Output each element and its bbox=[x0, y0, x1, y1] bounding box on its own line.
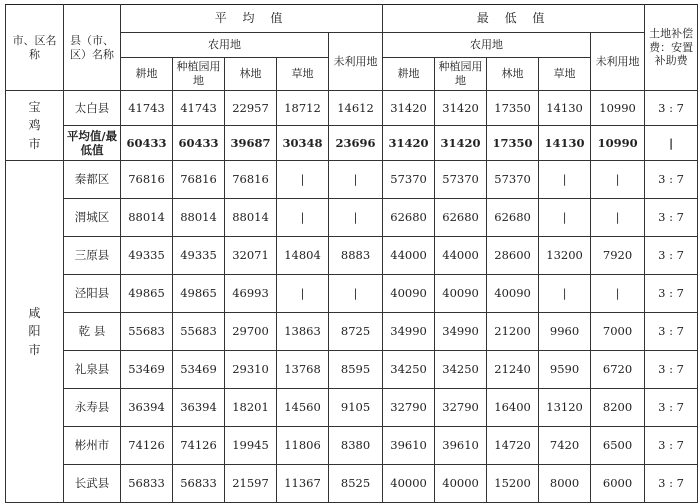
avg-value-cell: 8595 bbox=[329, 351, 383, 389]
compensation-table bbox=[5, 4, 698, 503]
min-value-cell: 57370 bbox=[435, 161, 487, 199]
min-value-cell: 62680 bbox=[435, 199, 487, 237]
header-avg-agri: 农用地 bbox=[121, 33, 329, 58]
avg-value-cell: 46993 bbox=[225, 275, 277, 313]
avg-value-cell: 49335 bbox=[173, 237, 225, 275]
avg-value-cell: | bbox=[329, 199, 383, 237]
avg-value-cell: 74126 bbox=[121, 427, 173, 465]
min-value-cell: 40090 bbox=[487, 275, 539, 313]
min-value-cell: 8200 bbox=[591, 389, 645, 427]
avg-value-cell: 8883 bbox=[329, 237, 383, 275]
min-value-cell: 40000 bbox=[383, 465, 435, 503]
min-value-cell: 31420 bbox=[435, 126, 487, 161]
ratio-cell: 3 : 7 bbox=[645, 161, 698, 199]
min-value-cell: 17350 bbox=[487, 126, 539, 161]
avg-value-cell: 29310 bbox=[225, 351, 277, 389]
avg-value-cell: | bbox=[329, 275, 383, 313]
county-name: 三原县 bbox=[64, 237, 121, 275]
avg-value-cell: 88014 bbox=[121, 199, 173, 237]
avg-value-cell: 60433 bbox=[121, 126, 173, 161]
header-min-lindi: 林地 bbox=[487, 58, 539, 91]
county-name: 乾 县 bbox=[64, 313, 121, 351]
table-row bbox=[6, 126, 698, 161]
avg-value-cell: 36394 bbox=[173, 389, 225, 427]
min-value-cell: 6500 bbox=[591, 427, 645, 465]
avg-value-cell: 22957 bbox=[225, 91, 277, 126]
avg-value-cell: | bbox=[277, 161, 329, 199]
avg-value-cell: 74126 bbox=[173, 427, 225, 465]
avg-value-cell: 14804 bbox=[277, 237, 329, 275]
min-value-cell: 7000 bbox=[591, 313, 645, 351]
avg-value-cell: 76816 bbox=[173, 161, 225, 199]
avg-value-cell: 21597 bbox=[225, 465, 277, 503]
avg-value-cell: 41743 bbox=[173, 91, 225, 126]
min-value-cell: 7420 bbox=[539, 427, 591, 465]
ratio-cell: 3 : 7 bbox=[645, 351, 698, 389]
avg-value-cell: 49865 bbox=[173, 275, 225, 313]
min-value-cell: 15200 bbox=[487, 465, 539, 503]
header-min-agri: 农用地 bbox=[383, 33, 591, 58]
avg-value-cell: 56833 bbox=[173, 465, 225, 503]
min-value-cell: 8000 bbox=[539, 465, 591, 503]
header-ratio: 土地补偿费：安置补助费 bbox=[645, 5, 698, 91]
avg-value-cell: 41743 bbox=[121, 91, 173, 126]
avg-value-cell: | bbox=[277, 275, 329, 313]
header-city: 市、区名称 bbox=[6, 5, 64, 91]
city-cell bbox=[6, 161, 64, 503]
avg-value-cell: 14560 bbox=[277, 389, 329, 427]
min-value-cell: 10990 bbox=[591, 126, 645, 161]
min-value-cell: 9960 bbox=[539, 313, 591, 351]
min-value-cell: 32790 bbox=[435, 389, 487, 427]
ratio-cell: 3 : 7 bbox=[645, 427, 698, 465]
min-value-cell: 21240 bbox=[487, 351, 539, 389]
min-value-cell: 31420 bbox=[383, 126, 435, 161]
min-value-cell: 40090 bbox=[435, 275, 487, 313]
min-value-cell: 17350 bbox=[487, 91, 539, 126]
min-value-cell: 62680 bbox=[383, 199, 435, 237]
min-value-cell: 32790 bbox=[383, 389, 435, 427]
ratio-cell: 3 : 7 bbox=[645, 313, 698, 351]
avg-value-cell: 23696 bbox=[329, 126, 383, 161]
min-value-cell: 34250 bbox=[383, 351, 435, 389]
avg-value-cell: 8380 bbox=[329, 427, 383, 465]
county-name: 礼泉县 bbox=[64, 351, 121, 389]
table-row bbox=[6, 91, 698, 126]
ratio-cell: 3 : 7 bbox=[645, 389, 698, 427]
avg-value-cell: 76816 bbox=[121, 161, 173, 199]
table-body bbox=[6, 91, 698, 503]
avg-value-cell: 49335 bbox=[121, 237, 173, 275]
min-value-cell: 16400 bbox=[487, 389, 539, 427]
header-avg-unused: 未利用地 bbox=[329, 33, 383, 91]
avg-value-cell: 18712 bbox=[277, 91, 329, 126]
min-value-cell: 13200 bbox=[539, 237, 591, 275]
table-row bbox=[6, 199, 698, 237]
min-value-cell: 57370 bbox=[383, 161, 435, 199]
avg-value-cell: 29700 bbox=[225, 313, 277, 351]
avg-value-cell: 8725 bbox=[329, 313, 383, 351]
county-name: 永寿县 bbox=[64, 389, 121, 427]
avg-value-cell: 88014 bbox=[173, 199, 225, 237]
avg-value-cell: 56833 bbox=[121, 465, 173, 503]
table-row bbox=[6, 389, 698, 427]
avg-value-cell: 55683 bbox=[173, 313, 225, 351]
min-value-cell: 14130 bbox=[539, 126, 591, 161]
county-name: 彬州市 bbox=[64, 427, 121, 465]
table-row bbox=[6, 313, 698, 351]
ratio-cell: 3 : 7 bbox=[645, 237, 698, 275]
min-value-cell: | bbox=[539, 161, 591, 199]
min-value-cell: 39610 bbox=[435, 427, 487, 465]
min-value-cell: | bbox=[539, 275, 591, 313]
avg-value-cell: 32071 bbox=[225, 237, 277, 275]
avg-value-cell: | bbox=[329, 161, 383, 199]
ratio-cell: 3 : 7 bbox=[645, 275, 698, 313]
header-avg-zhongzhi: 种植园用地 bbox=[173, 58, 225, 91]
avg-value-cell: 53469 bbox=[173, 351, 225, 389]
min-value-cell: | bbox=[539, 199, 591, 237]
avg-value-cell: 11367 bbox=[277, 465, 329, 503]
avg-value-cell: 9105 bbox=[329, 389, 383, 427]
min-value-cell: 9590 bbox=[539, 351, 591, 389]
min-value-cell: 13120 bbox=[539, 389, 591, 427]
header-avg: 平 均 值 bbox=[121, 5, 383, 33]
city-name: 咸阳市 bbox=[28, 305, 41, 357]
header-min-gengdi: 耕地 bbox=[383, 58, 435, 91]
min-value-cell: 34250 bbox=[435, 351, 487, 389]
avg-value-cell: 36394 bbox=[121, 389, 173, 427]
avg-value-cell: 8525 bbox=[329, 465, 383, 503]
min-value-cell: 7920 bbox=[591, 237, 645, 275]
min-value-cell: 62680 bbox=[487, 199, 539, 237]
min-value-cell: | bbox=[591, 275, 645, 313]
header-min-zhongzhi: 种植园用地 bbox=[435, 58, 487, 91]
min-value-cell: 6720 bbox=[591, 351, 645, 389]
avg-value-cell: 60433 bbox=[173, 126, 225, 161]
city-cell bbox=[6, 91, 64, 161]
table-row bbox=[6, 465, 698, 503]
table-row bbox=[6, 351, 698, 389]
county-name: 渭城区 bbox=[64, 199, 121, 237]
ratio-cell: 3 : 7 bbox=[645, 91, 698, 126]
min-value-cell: 31420 bbox=[435, 91, 487, 126]
ratio-cell: 3 : 7 bbox=[645, 465, 698, 503]
min-value-cell: 28600 bbox=[487, 237, 539, 275]
table-row bbox=[6, 275, 698, 313]
avg-value-cell: 11806 bbox=[277, 427, 329, 465]
avg-value-cell: 39687 bbox=[225, 126, 277, 161]
min-value-cell: 21200 bbox=[487, 313, 539, 351]
header-min-caodi: 草地 bbox=[539, 58, 591, 91]
county-name: 泾阳县 bbox=[64, 275, 121, 313]
min-value-cell: 31420 bbox=[383, 91, 435, 126]
table-row bbox=[6, 161, 698, 199]
avg-value-cell: 30348 bbox=[277, 126, 329, 161]
avg-value-cell: 19945 bbox=[225, 427, 277, 465]
min-value-cell: 44000 bbox=[383, 237, 435, 275]
min-value-cell: 14130 bbox=[539, 91, 591, 126]
min-value-cell: 34990 bbox=[435, 313, 487, 351]
ratio-cell: | bbox=[645, 126, 698, 161]
min-value-cell: 39610 bbox=[383, 427, 435, 465]
min-value-cell: 44000 bbox=[435, 237, 487, 275]
avg-value-cell: 18201 bbox=[225, 389, 277, 427]
min-value-cell: 34990 bbox=[383, 313, 435, 351]
min-value-cell: 10990 bbox=[591, 91, 645, 126]
county-name: 长武县 bbox=[64, 465, 121, 503]
header-min-unused: 未利用地 bbox=[591, 33, 645, 91]
avg-value-cell: 49865 bbox=[121, 275, 173, 313]
min-value-cell: 57370 bbox=[487, 161, 539, 199]
header-avg-lindi: 林地 bbox=[225, 58, 277, 91]
avg-value-cell: | bbox=[277, 199, 329, 237]
min-value-cell: 14720 bbox=[487, 427, 539, 465]
avg-value-cell: 13768 bbox=[277, 351, 329, 389]
ratio-cell: 3 : 7 bbox=[645, 199, 698, 237]
county-name: 平均值/最低值 bbox=[64, 126, 121, 161]
header-avg-gengdi: 耕地 bbox=[121, 58, 173, 91]
avg-value-cell: 53469 bbox=[121, 351, 173, 389]
min-value-cell: 40090 bbox=[383, 275, 435, 313]
avg-value-cell: 76816 bbox=[225, 161, 277, 199]
table-row bbox=[6, 237, 698, 275]
header-min: 最 低 值 bbox=[383, 5, 645, 33]
min-value-cell: | bbox=[591, 199, 645, 237]
table-row bbox=[6, 427, 698, 465]
avg-value-cell: 55683 bbox=[121, 313, 173, 351]
avg-value-cell: 14612 bbox=[329, 91, 383, 126]
min-value-cell: 40000 bbox=[435, 465, 487, 503]
avg-value-cell: 88014 bbox=[225, 199, 277, 237]
min-value-cell: | bbox=[591, 161, 645, 199]
county-name: 太白县 bbox=[64, 91, 121, 126]
min-value-cell: 6000 bbox=[591, 465, 645, 503]
header-avg-caodi: 草地 bbox=[277, 58, 329, 91]
avg-value-cell: 13863 bbox=[277, 313, 329, 351]
header-county: 县（市、区）名称 bbox=[64, 5, 121, 91]
city-name: 宝鸡市 bbox=[28, 99, 41, 151]
county-name: 秦都区 bbox=[64, 161, 121, 199]
